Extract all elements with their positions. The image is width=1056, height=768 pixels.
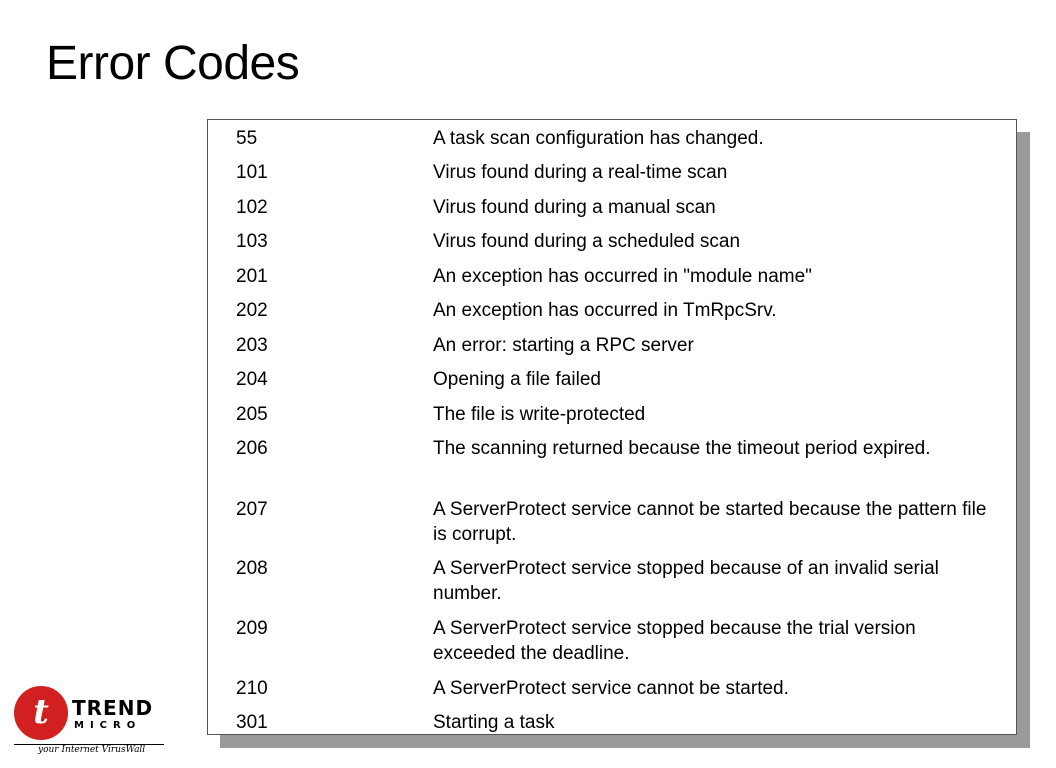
error-description: A task scan configuration has changed. xyxy=(433,128,764,149)
error-code: 207 xyxy=(236,499,268,520)
error-description: The scanning returned because the timeout period expired. xyxy=(433,438,931,459)
error-description: Virus found during a scheduled scan xyxy=(433,231,741,252)
error-code: 102 xyxy=(236,197,268,218)
error-description: An error: starting a RPC server xyxy=(433,335,694,356)
error-codes-table xyxy=(207,119,1017,735)
error-code: 204 xyxy=(236,369,268,390)
error-description: An exception has occurred in TmRpcSrv. xyxy=(433,300,777,321)
error-code: 206 xyxy=(236,438,268,459)
error-code: 301 xyxy=(236,712,268,733)
error-description: An exception has occurred in "module name" xyxy=(433,266,812,287)
logo-tagline: your Internet VirusWall xyxy=(38,745,146,755)
error-code: 208 xyxy=(236,558,268,579)
logo-brand: TREND xyxy=(72,696,154,720)
error-code: 201 xyxy=(236,266,268,287)
error-code: 103 xyxy=(236,231,268,252)
error-description: Virus found during a real-time scan xyxy=(433,162,728,183)
error-description: Opening a file failed xyxy=(433,369,601,390)
page-title: Error Codes xyxy=(46,37,300,90)
error-code: 209 xyxy=(236,618,268,639)
error-description: Virus found during a manual scan xyxy=(433,197,716,218)
trend-micro-logo xyxy=(14,686,164,756)
error-code: 210 xyxy=(236,678,268,699)
error-code: 202 xyxy=(236,300,268,321)
error-description: A ServerProtect service stopped because the trial version exceeded the deadline. xyxy=(433,618,916,664)
error-description: A ServerProtect service stopped because of an invalid serial number. xyxy=(433,558,939,604)
logo-sub: MICRO xyxy=(74,720,142,731)
error-description: The file is write-protected xyxy=(433,404,646,425)
error-code: 205 xyxy=(236,404,268,425)
error-description: Starting a task xyxy=(433,712,555,733)
error-code: 55 xyxy=(236,128,258,149)
error-code: 101 xyxy=(236,162,268,183)
error-description: A ServerProtect service cannot be started because the pattern file is corrupt. xyxy=(433,499,987,545)
logo-mark-letter: t xyxy=(33,692,49,732)
error-code: 203 xyxy=(236,335,268,356)
error-description: A ServerProtect service cannot be started. xyxy=(433,678,789,699)
